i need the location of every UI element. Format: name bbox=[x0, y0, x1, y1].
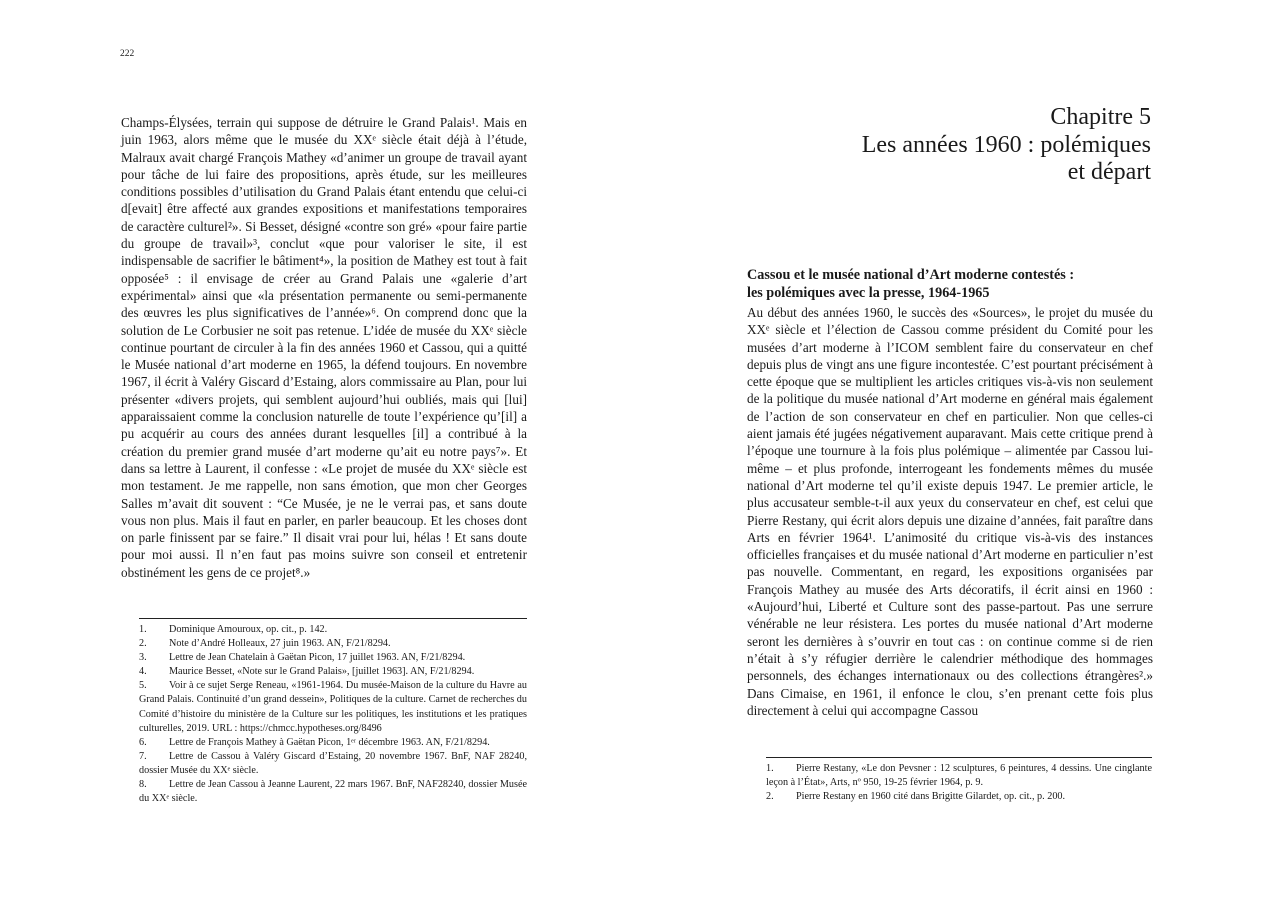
right-body-text bbox=[747, 304, 1153, 719]
footnote bbox=[139, 651, 527, 665]
section-heading-line: Cassou et le musée national d’Art moderne contestés : bbox=[747, 267, 1075, 283]
footnote-text: Pierre Restany en 1960 cité dans Brigitte Gilardet, op. cit., p. 200. bbox=[796, 791, 1066, 803]
footnote-number: 1. bbox=[139, 624, 147, 635]
footnote-text: Voir à ce sujet Serge Reneau, «1961-1964. Du musée-Maison de la culture du Havre au Grand Palais. Continuité d’un grand dessein», Politiques de la culture. Carnet de recherches du Comité d’histoire du ministère de la Culture sur les politiques, les institutions et les pratiques culturelles, 2019. URL : https://chmcc.hypotheses.org/8496 bbox=[139, 680, 527, 734]
page-number: 222 bbox=[120, 49, 135, 59]
footnote bbox=[139, 623, 527, 637]
footnote bbox=[139, 637, 527, 651]
chapter-title-line: et départ bbox=[1067, 159, 1151, 185]
footnote-number: 2. bbox=[766, 791, 774, 803]
footnote bbox=[139, 679, 527, 735]
footnote-rule bbox=[766, 757, 1152, 758]
footnote-rule bbox=[139, 618, 527, 619]
footnote-number: 2. bbox=[139, 638, 147, 650]
footnote bbox=[766, 790, 1152, 804]
footnote-number: 5. bbox=[139, 680, 147, 692]
footnote bbox=[766, 762, 1152, 790]
footnote bbox=[139, 665, 527, 679]
footnote-number: 6. bbox=[139, 736, 147, 748]
footnote bbox=[139, 736, 527, 750]
footnote-number: 8. bbox=[139, 779, 147, 791]
chapter-title-line: Les années 1960 : polémiques bbox=[861, 131, 1151, 158]
left-paragraph: Champs-Élysées, terrain qui suppose de détruire le Grand Palais¹. Mais en juin 1963, alors même que le musée du XXᵉ siècle était déjà à l’étude, Malraux avait chargé François Mathey «d’animer un groupe de travail ayant pour tâche de lui faire des propositions, après étude, sur les meilleures conditions possibles d’utilisation du Grand Palais étant entendu que celui-ci d[evait] être affecté aux grandes expositions et manifestations temporaires de caractère culturel²». Si Besset, désigné «contre son gré» «pour faire partie du groupe de travail»³, conclut «que pour valoriser le site, il est indispensable de sacrifier le bâtiment⁴», la position de Mathey est tout à fait opposée⁵ : il envisage de créer au Grand Palais une «galerie d’art expérimental» ainsi que «la présentation permanente ou semi-permanente des œuvres les plus significatives de l’année»⁶. On comprend donc que la solution de Le Corbusier ne soit pas retenue. L’idée de musée du XXᵉ siècle continue pourtant de circuler à la fin des années 1960 et Cassou, qui a quitté le Musée national d’art moderne en 1965, la défend toujours. En novembre 1967, il écrit à Valéry Giscard d’Estaing, alors commissaire au Plan, pour lui présenter «divers projets, qui semblent aujourd’hui oubliés, mais qui [lui] apparaissaient comme la conclusion naturelle de toute l’expérience qu’[il] a pu acquérir au cours des années durant lesquelles [il] a contribué à la création du premier grand musée d’art moderne qu’ait eu notre pays⁷». Et dans sa lettre à Laurent, il confesse : «Le projet de musée du XXᵉ siècle est mon testament. Je me rappelle, non sans émotion, que mon cher Georges Salles m’avait dit souvent : “Ce Musée, je ne le verrai pas, et sans doute vous non plus. Mais il faut en parler, en parler beaucoup. Et les choses dont on parle finissent par se faire.” Il disait vrai pour lui, hélas ! Et sans doute pour moi aussi. Il n’en faut pas moins suivre son conseil et entretenir obstinément les gens de ce projet⁸.» bbox=[121, 115, 527, 580]
footnote bbox=[139, 778, 527, 806]
footnote-text: Lettre de Jean Cassou à Jeanne Laurent, 22 mars 1967. BnF, NAF28240, dossier Musée du XXᵉ siècle. bbox=[139, 779, 527, 805]
footnote-text: Lettre de Cassou à Valéry Giscard d’Estaing, 20 novembre 1967. BnF, NAF 28240, dossier Musée du XXᵉ siècle. bbox=[139, 750, 527, 776]
footnote-number: 1. bbox=[766, 763, 774, 774]
footnote-number: 7. bbox=[139, 750, 147, 762]
left-body-text bbox=[121, 114, 527, 581]
footnote-text: Lettre de Jean Chatelain à Gaëtan Picon, 17 juillet 1963. AN, F/21/8294. bbox=[169, 652, 466, 664]
right-paragraph: Au début des années 1960, le succès des «Sources», le projet du musée du XXᵉ siècle et l’élection de Cassou comme président du Comité pour les musées d’art moderne à l’ICOM semblent faire du conservateur en chef depuis plus de vingt ans une figure incontestée. C’est pourtant précisément à cette époque que se multiplient les articles critiques vis-à-vis non seulement de la politique du musée national d’Art moderne en général mais également de l’action de son conservateur en chef en particulier. Non que celles-ci aient jamais été jugées négativement auparavant. Mais cette critique prend à l’époque une tournure à la fois plus polémique – alimentée par Cassou lui-même – et plus profonde, interrogeant les fondements mêmes du musée national d’Art moderne tel qu’il existe depuis 1947. Le premier article, le plus accusateur semble-t-il aux yeux du conservateur en chef, est celui que Pierre Restany, qui écrit alors depuis une dizaine d’années, fait paraître dans Arts en février 1964¹. L’animosité du critique vis-à-vis des instances officielles françaises et du musée national d’Art moderne en particulier n’est pas nouvelle. Commentant, en regard, les expositions organisées par François Mathey au musée des Arts décoratifs, il écrit ainsi en 1960 : «Aujourd’hui, Liberté et Culture sont des passe-partout. Pas une serrure vénérable ne leur résistera. Les portes du musée national d’Art moderne seront les dernières à s’ouvrir en tout cas : on continue comme si de rien n’était à s’y réfugier derrière le calendrier méthodique des hommages personnels, des échanges internationaux ou des collections étrangères².» Dans Cimaise, en 1961, il enfonce le clou, s’en prenant cette fois plus directement à celui qui accompagne Cassou bbox=[747, 305, 1153, 718]
footnote-text: Note d’André Holleaux, 27 juin 1963. AN, F/21/8294. bbox=[169, 638, 391, 650]
right-footnotes bbox=[766, 757, 1152, 804]
footnote-number: 4. bbox=[139, 666, 147, 678]
footnote bbox=[139, 750, 527, 778]
section-heading-line: les polémiques avec la presse, 1964-1965 bbox=[747, 285, 990, 301]
left-footnotes bbox=[139, 618, 527, 806]
section-heading bbox=[747, 266, 1153, 302]
chapter-title bbox=[862, 104, 1151, 187]
footnote-text: Lettre de François Mathey à Gaëtan Picon, 1ᵉʳ décembre 1963. AN, F/21/8294. bbox=[169, 736, 490, 748]
footnote-text: Pierre Restany, «Le don Pevsner : 12 sculptures, 6 peintures, 4 dessins. Une cinglante leçon à l’État», Arts, nº 950, 19-25 février 1964, p. 9. bbox=[766, 763, 1152, 789]
footnote-text: Dominique Amouroux, op. cit., p. 142. bbox=[169, 624, 328, 635]
footnote-text: Maurice Besset, «Note sur le Grand Palais», [juillet 1963]. AN, F/21/8294. bbox=[169, 666, 475, 678]
chapter-number: Chapitre 5 bbox=[1050, 104, 1151, 130]
footnote-number: 3. bbox=[139, 652, 147, 664]
